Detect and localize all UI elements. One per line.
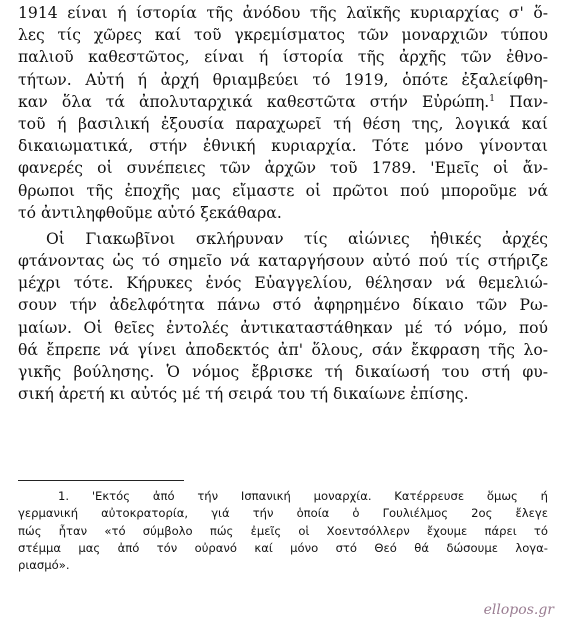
footnote-line: 1. 'Εκτός ἀπό τήν Ισπανική μοναρχία. Κατέρρευσε ὅμως ή xyxy=(58,489,548,503)
text-line-start: καν ὅλα τά ἀπολυταρχικά καθεστῶτα στήν Εὐρώπη. xyxy=(18,92,490,111)
text-line: 1914 είναι ή ίστορία τῆς ἀνόδου τῆς λαϊκῆς κυριαρχίας σ' ὅ- xyxy=(18,4,548,22)
text-line: λες τίς χῶρες καί τοῦ γκρεμίσματος τῶν μοναρχιῶν τύπου xyxy=(18,26,548,45)
text-line: τοῦ ή βασιλική ἐξουσία παραχωρεῖ τή θέση της, λογικά καί xyxy=(18,114,548,133)
watermark: ellopos.gr xyxy=(483,602,554,618)
footnote-line: πώς ἦταν «τό σύμβολο πώς ἐμεῖς οἱ Χοεντσόλλερν ἔχουμε πάρει τό xyxy=(18,523,548,538)
text-line: θά ἔπρεπε νά γίνει ἀποδεκτός ἀπ' ὅλους, σάν ἔκφραση τῆς λο- xyxy=(18,340,548,359)
text-line: τήτων. Αὐτή ή ἀρχή θριαμβεύει τό 1919, ὁπότε ἐξαλείφθη- xyxy=(18,70,548,89)
footnote-line: στέμμα μας ἀπό τόν οὐρανό καί μόνο στό Θεό θά δώσουμε λογα- xyxy=(18,540,548,555)
text-line-with-footnote xyxy=(18,91,548,113)
footnote-line: γερμανική αὐτοκρατορία, γιά τήν ὁποία ὁ Γουλιέλμος 2ος ἔλεγε xyxy=(18,506,548,521)
text-line: σουν τήν ἀδελφότητα πάνω στό ἀφηρημένο δίκαιο τῶν Ρω- xyxy=(18,296,548,315)
text-line: τό ἀντιληφθοῦμε αὐτό ξεκάθαρα. xyxy=(18,203,282,222)
footnote-marker: 1 xyxy=(489,93,495,104)
text-line: μαίων. Οἱ θεῖες ἐντολές ἀντικαταστάθηκαν μέ τό νόμο, πού xyxy=(18,318,548,337)
text-line: γικῆς βούλησης. Ὁ νόμος ἔβρισκε τή δικαίωσή του στή φυ- xyxy=(18,363,548,381)
text-line: θρωποι τῆς ἐποχῆς μας εἴμαστε οἱ πρῶτοι πού μποροῦμε νά xyxy=(18,181,548,200)
text-line: μέχρι τότε. Κήρυκες ἑνός Εὐαγγελίου, θέλησαν νά θεμελιώ- xyxy=(18,274,548,293)
main-text xyxy=(18,2,548,405)
text-line: Οἱ Γιακωβῖνοι σκλήρυναν τίς αἰώνιες ἠθικές ἀρχές xyxy=(46,229,548,248)
text-line: σική ἀρετή κι αὐτός μέ τή σειρά του τή δικαίωνε ἐπίσης. xyxy=(18,385,469,404)
text-line: φανερές οἱ συνέπειες τῶν ἀρχῶν τοῦ 1789. 'Εμεῖς οἱ ἄν- xyxy=(18,159,548,178)
text-line: παλιοῦ καθεστῶτος, είναι ή ίστορία τῆς ἀρχῆς τῶν ἐθνο- xyxy=(18,48,548,67)
footnote xyxy=(18,488,548,574)
text-line-end: Παν- xyxy=(509,92,548,111)
footnote-divider xyxy=(18,480,184,481)
text-line: φτάνοντας ὡς τό σημεῖο νά καταργήσουν αὐτό πού τίς στήριζε xyxy=(18,252,548,271)
text-line: δικαιωματικά, στήν ἐθνική κυριαρχία. Τότε μόνο γίνονται xyxy=(18,137,548,156)
footnote-line: ριασμό». xyxy=(18,558,70,573)
